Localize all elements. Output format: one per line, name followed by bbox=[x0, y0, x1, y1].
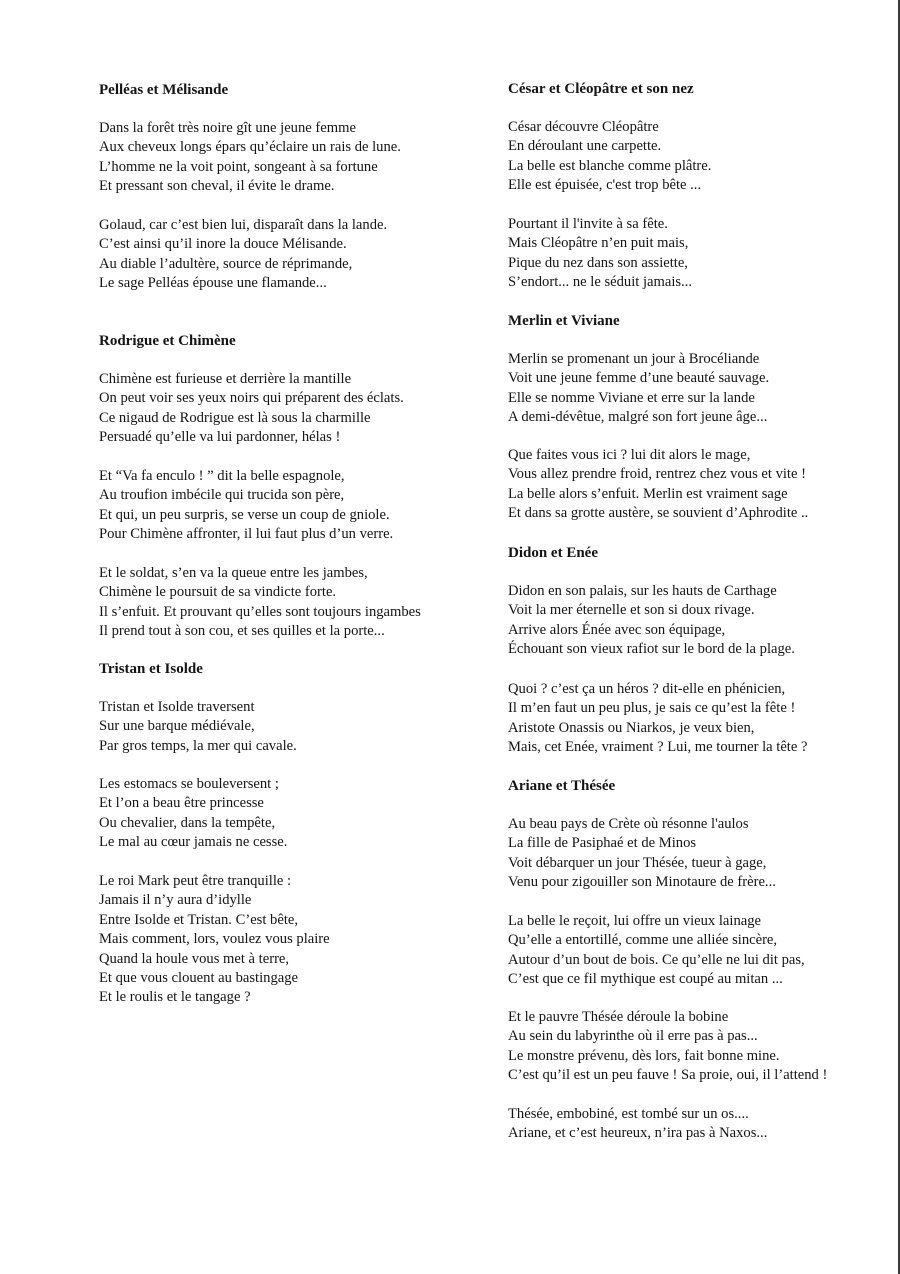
verse-line: La belle alors s’enfuit. Merlin est vraiment sage bbox=[508, 485, 788, 502]
verse-line: Pour Chimène affronter, il lui faut plus d’un verre. bbox=[99, 526, 394, 543]
verse-line: Pique du nez dans son assiette, bbox=[508, 254, 688, 271]
verse-line: Quoi ? c’est ça un héros ? dit-elle en phénicien, bbox=[508, 681, 786, 697]
verse-line: Échouant son vieux rafiot sur le bord de la plage. bbox=[508, 641, 795, 658]
verse-line: Elle se nomme Viviane et erre sur la lande bbox=[508, 389, 755, 406]
verse-line: Il s’enfuit. Et prouvant qu’elles sont toujours ingambes bbox=[99, 603, 421, 620]
verse-line: En déroulant une carpette. bbox=[508, 138, 662, 155]
verse-line: Merlin se promenant un jour à Brocéliande bbox=[508, 351, 760, 367]
verse-line: Il prend tout à son cou, et ses quilles et la porte... bbox=[99, 623, 385, 640]
stanza bbox=[99, 467, 494, 545]
stanza bbox=[99, 698, 494, 756]
stanza bbox=[508, 118, 893, 196]
stanza bbox=[99, 216, 494, 294]
verse-line: Et pressant son cheval, il évite le drame. bbox=[99, 178, 335, 195]
stanza bbox=[99, 370, 494, 448]
poem-title: Pelléas et Mélisande bbox=[99, 82, 229, 98]
verse-line: Par gros temps, la mer qui cavale. bbox=[99, 737, 297, 754]
verse-line: Au sein du labyrinthe où il erre pas à pas... bbox=[508, 1028, 758, 1045]
poem-title: Rodrigue et Chimène bbox=[99, 333, 236, 349]
verse-line: Autour d’un bout de bois. Ce qu’elle ne lui dit pas, bbox=[508, 951, 805, 968]
poem-title: Ariane et Thésée bbox=[508, 778, 616, 794]
verse-line: Venu pour zigouiller son Minotaure de frère... bbox=[508, 874, 776, 891]
verse-line: C’est qu’il est un peu fauve ! Sa proie, oui, il l’attend ! bbox=[508, 1067, 828, 1084]
verse-line: Entre Isolde et Tristan. C’est bête, bbox=[99, 911, 299, 928]
verse-line: Aristote Onassis ou Niarkos, je veux bien, bbox=[508, 719, 755, 736]
stanza bbox=[508, 582, 893, 660]
verse-line: Au diable l’adultère, source de réprimande, bbox=[99, 255, 353, 272]
verse-line: Ce nigaud de Rodrigue est là sous la charmille bbox=[99, 409, 371, 426]
verse-line: Jamais il n’y aura d’idylle bbox=[99, 892, 252, 909]
stanza bbox=[99, 775, 494, 853]
verse-line: Le monstre prévenu, dès lors, fait bonne mine. bbox=[508, 1047, 780, 1064]
verse-line: Dans la forêt très noire gît une jeune femme bbox=[99, 120, 356, 136]
verse-line: Et “Va fa enculo ! ” dit la belle espagnole, bbox=[99, 468, 345, 484]
verse-line: Mais Cléopâtre n’en puit mais, bbox=[508, 235, 689, 252]
verse-line: Arrive alors Énée avec son équipage, bbox=[508, 621, 726, 638]
stanza bbox=[508, 815, 893, 893]
verse-line: La belle le reçoit, lui offre un vieux lainage bbox=[508, 913, 761, 929]
verse-line: Quand la houle vous met à terre, bbox=[99, 950, 290, 967]
verse-line: Et qui, un peu surpris, se verse un coup de gniole. bbox=[99, 506, 390, 523]
verse-line: C’est que ce fil mythique est coupé au mitan ... bbox=[508, 971, 783, 988]
verse-line: La belle est blanche comme plâtre. bbox=[508, 157, 712, 174]
verse-line: César découvre Cléopâtre bbox=[508, 119, 659, 135]
verse-line: Et le pauvre Thésée déroule la bobine bbox=[508, 1009, 729, 1025]
verse-line: Mais comment, lors, voulez vous plaire bbox=[99, 931, 330, 948]
stanza bbox=[99, 119, 494, 197]
verse-line: Qu’elle a entortillé, comme une alliée sincère, bbox=[508, 932, 778, 949]
stanza bbox=[508, 350, 893, 428]
stanza bbox=[508, 215, 893, 293]
stanza bbox=[99, 872, 494, 1008]
verse-line: Didon en son palais, sur les hauts de Carthage bbox=[508, 583, 777, 599]
verse-line: Elle est épuisée, c'est trop bête ... bbox=[508, 177, 702, 194]
verse-line: On peut voir ses yeux noirs qui préparent des éclats. bbox=[99, 390, 404, 407]
verse-line: L’homme ne la voit point, songeant à sa fortune bbox=[99, 158, 378, 175]
poem-title: Merlin et Viviane bbox=[508, 313, 620, 329]
verse-line: Il m’en faut un peu plus, je sais ce qu’est la fête ! bbox=[508, 700, 796, 717]
stanza bbox=[508, 1008, 893, 1086]
verse-line: Ou chevalier, dans la tempête, bbox=[99, 814, 276, 831]
verse-line: Et l’on a beau être princesse bbox=[99, 795, 264, 812]
stanza bbox=[508, 912, 893, 990]
poem-title: César et Cléopâtre et son nez bbox=[508, 81, 694, 97]
verse-line: Ariane, et c’est heureux, n’ira pas à Naxos... bbox=[508, 1125, 768, 1142]
stanza bbox=[508, 680, 893, 758]
verse-line: Voit une jeune femme d’une beauté sauvage. bbox=[508, 370, 770, 387]
verse-line: Voit débarquer un jour Thésée, tueur à gage, bbox=[508, 854, 767, 871]
verse-line: La fille de Pasiphaé et de Minos bbox=[508, 835, 697, 852]
verse-line: Et le soldat, s’en va la queue entre les jambes, bbox=[99, 565, 368, 581]
verse-line: Golaud, car c’est bien lui, disparaît dans la lande. bbox=[99, 217, 388, 233]
verse-line: C’est ainsi qu’il inore la douce Mélisande. bbox=[99, 236, 347, 253]
verse-line: Chimène le poursuit de sa vindicte forte. bbox=[99, 584, 337, 601]
verse-line: Le mal au cœur jamais ne cesse. bbox=[99, 834, 288, 851]
verse-line: Tristan et Isolde traversent bbox=[99, 699, 255, 715]
poem-title: Tristan et Isolde bbox=[99, 661, 203, 677]
stanza bbox=[508, 1105, 893, 1144]
verse-line: S’endort... ne le séduit jamais... bbox=[508, 274, 693, 291]
verse-line: Thésée, embobiné, est tombé sur un os.... bbox=[508, 1106, 749, 1122]
verse-line: Pourtant il l'invite à sa fête. bbox=[508, 216, 668, 232]
verse-line: Aux cheveux longs épars qu’éclaire un rais de lune. bbox=[99, 139, 401, 156]
verse-line: Mais, cet Enée, vraiment ? Lui, me tourner la tête ? bbox=[508, 739, 808, 756]
verse-line: Voit la mer éternelle et son si doux rivage. bbox=[508, 602, 755, 619]
verse-line: Que faites vous ici ? lui dit alors le mage, bbox=[508, 447, 751, 463]
verse-line: Sur une barque médiévale, bbox=[99, 718, 255, 735]
verse-line: Persuadé qu’elle va lui pardonner, hélas ! bbox=[99, 429, 341, 446]
verse-line: Le sage Pelléas épouse une flamande... bbox=[99, 275, 327, 292]
verse-line: Et que vous clouent au bastingage bbox=[99, 969, 298, 986]
verse-line: Et dans sa grotte austère, se souvient d’Aphrodite .. bbox=[508, 505, 809, 522]
stanza bbox=[99, 564, 494, 642]
verse-line: A demi-dévêtue, malgré son fort jeune âge... bbox=[508, 409, 768, 426]
verse-line: Vous allez prendre froid, rentrez chez vous et vite ! bbox=[508, 466, 806, 483]
verse-line: Au beau pays de Crète où résonne l'aulos bbox=[508, 816, 749, 832]
stanza bbox=[508, 446, 893, 524]
verse-line: Le roi Mark peut être tranquille : bbox=[99, 873, 292, 889]
verse-line: Au troufion imbécile qui trucida son père, bbox=[99, 487, 345, 504]
verse-line: Les estomacs se bouleversent ; bbox=[99, 776, 279, 792]
poem-title: Didon et Enée bbox=[508, 545, 598, 561]
verse-line: Et le roulis et le tangage ? bbox=[99, 989, 251, 1006]
verse-line: Chimène est furieuse et derrière la mantille bbox=[99, 371, 352, 387]
